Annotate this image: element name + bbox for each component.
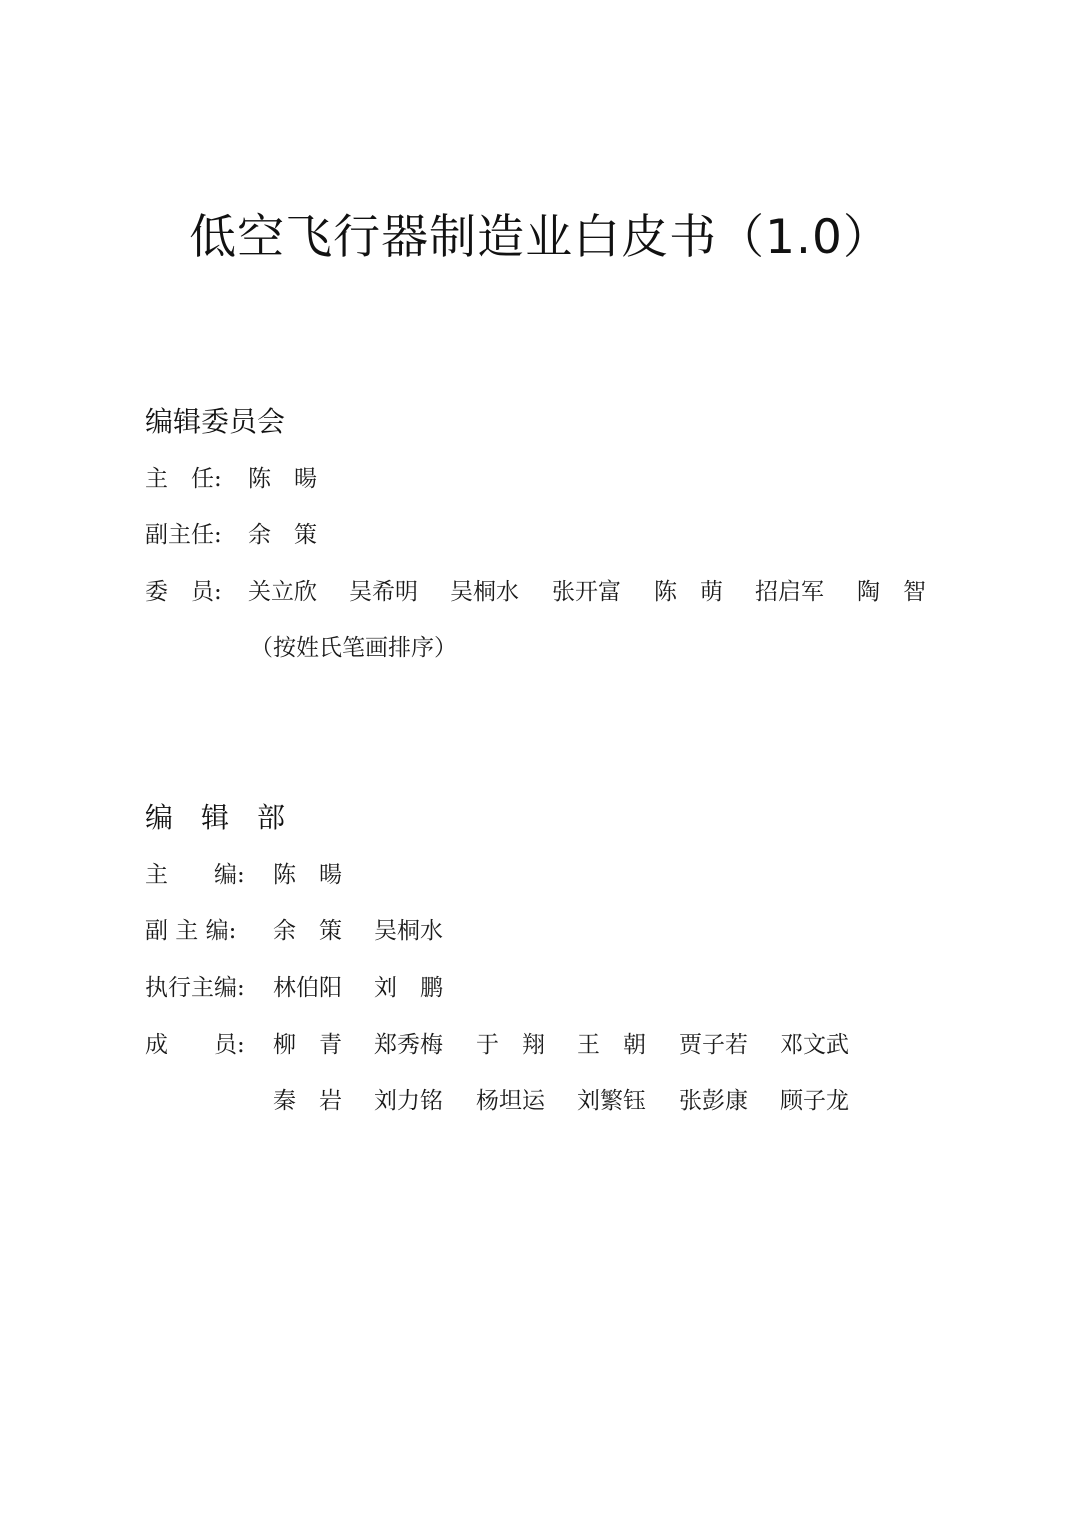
member-name: 招启军 [755, 579, 824, 605]
role-label: 主 编: [145, 862, 245, 888]
member-name: 张彭康 [679, 1088, 748, 1114]
member-name: 余 策 [248, 522, 317, 548]
member-name: 陈 暘 [273, 862, 342, 888]
role-label: 执行主编: [145, 975, 245, 1001]
member-name: 吴桐水 [374, 918, 443, 944]
role-label: 主 任: [145, 466, 222, 492]
member-name: 刘繁钰 [577, 1088, 646, 1114]
member-name: 秦 岩 [273, 1088, 342, 1114]
member-name: 余 策 [273, 918, 342, 944]
document-title: 低空飞行器制造业白皮书（1.0） [189, 210, 891, 265]
member-name: 陈 萌 [654, 579, 723, 605]
member-name: 陈 暘 [248, 466, 317, 492]
member-name: 于 翔 [476, 1032, 545, 1058]
member-name: 邓文武 [780, 1032, 849, 1058]
member-name: 张开富 [552, 579, 621, 605]
member-name: 吴希明 [349, 579, 418, 605]
member-name: 刘力铭 [374, 1088, 443, 1114]
member-name: 贾子若 [679, 1032, 748, 1058]
sorting-note: （按姓氏笔画排序） [250, 635, 457, 661]
role-label: 副 主 编: [145, 918, 237, 944]
member-name: 柳 青 [273, 1032, 342, 1058]
department-heading: 编 辑 部 [145, 801, 286, 834]
role-label: 委 员: [145, 579, 222, 605]
member-name: 顾子龙 [780, 1088, 849, 1114]
member-name: 郑秀梅 [374, 1032, 443, 1058]
member-name: 杨坦运 [476, 1088, 545, 1114]
role-label: 副主任: [145, 522, 222, 548]
member-name: 王 朝 [577, 1032, 646, 1058]
member-name: 吴桐水 [450, 579, 519, 605]
member-name: 陶 智 [857, 579, 926, 605]
member-name: 林伯阳 [273, 975, 342, 1001]
member-name: 关立欣 [248, 579, 317, 605]
committee-heading: 编辑委员会 [145, 405, 286, 438]
member-name: 刘 鹏 [374, 975, 443, 1001]
role-label: 成 员: [145, 1032, 245, 1058]
